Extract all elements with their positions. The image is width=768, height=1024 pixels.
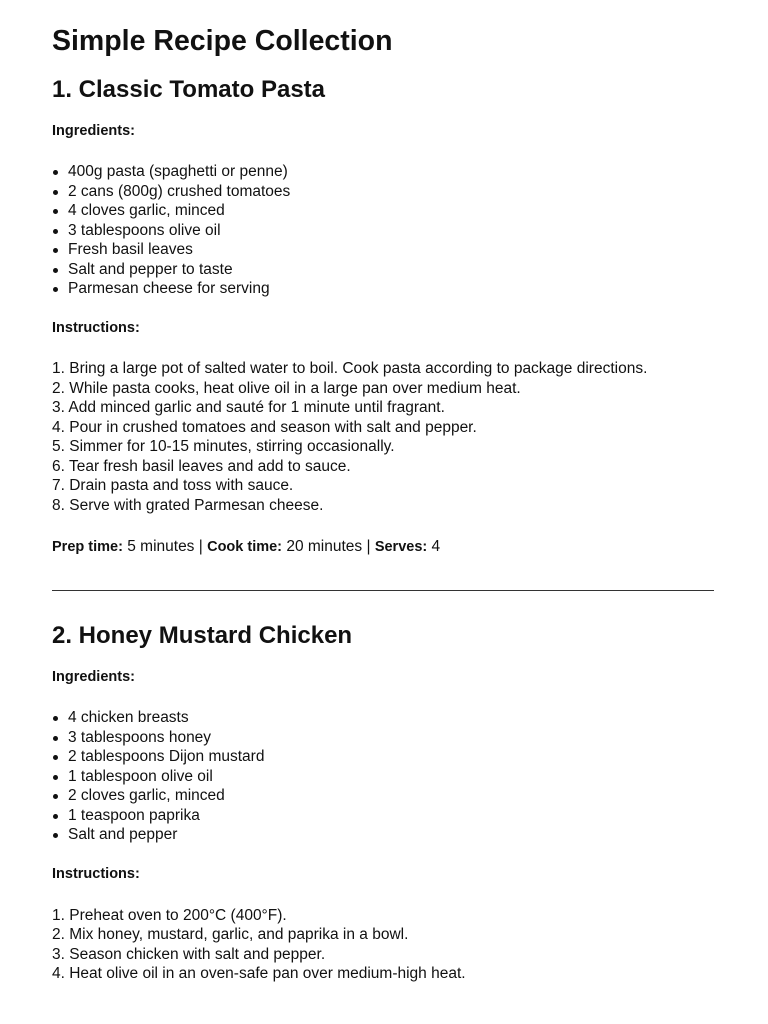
instruction-step: 3. Season chicken with salt and pepper. bbox=[52, 945, 326, 963]
ingredient-item: Salt and pepper bbox=[52, 825, 714, 845]
recipe-classic-tomato-pasta bbox=[52, 75, 714, 557]
recipe-heading: 1. Classic Tomato Pasta bbox=[52, 76, 325, 103]
instruction-step: 4. Pour in crushed tomatoes and season with salt and pepper. bbox=[52, 418, 477, 436]
instruction-step: 6. Tear fresh basil leaves and add to sauce. bbox=[52, 457, 351, 475]
ingredient-item: 4 cloves garlic, minced bbox=[52, 201, 714, 221]
ingredients-label: Ingredients: bbox=[52, 123, 135, 139]
details-separator: | bbox=[366, 538, 371, 555]
prep-time-value: 5 minutes bbox=[127, 538, 195, 555]
ingredient-item: 4 chicken breasts bbox=[52, 708, 714, 728]
ingredient-item: 2 tablespoons Dijon mustard bbox=[52, 747, 714, 767]
page-title: Simple Recipe Collection bbox=[52, 25, 393, 57]
instruction-step: 1. Preheat oven to 200°C (400°F). bbox=[52, 906, 287, 924]
instruction-step: 5. Simmer for 10-15 minutes, stirring occasionally. bbox=[52, 438, 395, 455]
ingredients-list bbox=[52, 708, 714, 845]
ingredient-item: Fresh basil leaves bbox=[52, 240, 714, 260]
instruction-step: 1. Bring a large pot of salted water to boil. Cook pasta according to package directions. bbox=[52, 360, 648, 377]
ingredients-list bbox=[52, 162, 714, 299]
instructions-label: Instructions: bbox=[52, 866, 140, 882]
serves-value: 4 bbox=[431, 538, 441, 555]
ingredient-item: 2 cloves garlic, minced bbox=[52, 786, 714, 806]
instruction-step: 4. Heat olive oil in an oven-safe pan over medium-high heat. bbox=[52, 965, 466, 982]
prep-time-label: Prep time: bbox=[52, 539, 123, 555]
ingredients-label: Ingredients: bbox=[52, 668, 135, 685]
serves-label: Serves: bbox=[374, 539, 428, 555]
ingredient-item: 1 tablespoon olive oil bbox=[52, 767, 714, 787]
instructions-label: Instructions: bbox=[52, 320, 140, 336]
instructions-list bbox=[52, 906, 714, 984]
ingredient-item: 2 cans (800g) crushed tomatoes bbox=[52, 182, 714, 202]
ingredient-item: Salt and pepper to taste bbox=[52, 260, 714, 280]
recipe-details bbox=[52, 537, 714, 557]
instruction-step: 2. While pasta cooks, heat olive oil in a large pan over medium heat. bbox=[52, 379, 521, 397]
details-separator: | bbox=[198, 538, 203, 555]
instructions-list bbox=[52, 359, 714, 515]
instruction-step: 3. Add minced garlic and sauté for 1 minute until fragrant. bbox=[52, 399, 445, 416]
section-divider bbox=[52, 590, 714, 591]
instruction-step: 7. Drain pasta and toss with sauce. bbox=[52, 477, 294, 494]
cook-time-label: Cook time: bbox=[207, 539, 283, 555]
cook-time-value: 20 minutes bbox=[286, 538, 363, 555]
instruction-step: 8. Serve with grated Parmesan cheese. bbox=[52, 496, 324, 514]
recipe-honey-mustard-chicken bbox=[52, 621, 714, 984]
ingredient-item: Parmesan cheese for serving bbox=[52, 279, 714, 299]
ingredient-item: 3 tablespoons olive oil bbox=[52, 221, 714, 241]
ingredient-item: 1 teaspoon paprika bbox=[52, 806, 714, 826]
recipe-heading: 2. Honey Mustard Chicken bbox=[52, 622, 353, 649]
ingredient-item: 3 tablespoons honey bbox=[52, 728, 714, 748]
ingredient-item: 400g pasta (spaghetti or penne) bbox=[52, 162, 714, 182]
instruction-step: 2. Mix honey, mustard, garlic, and paprika in a bowl. bbox=[52, 926, 409, 943]
